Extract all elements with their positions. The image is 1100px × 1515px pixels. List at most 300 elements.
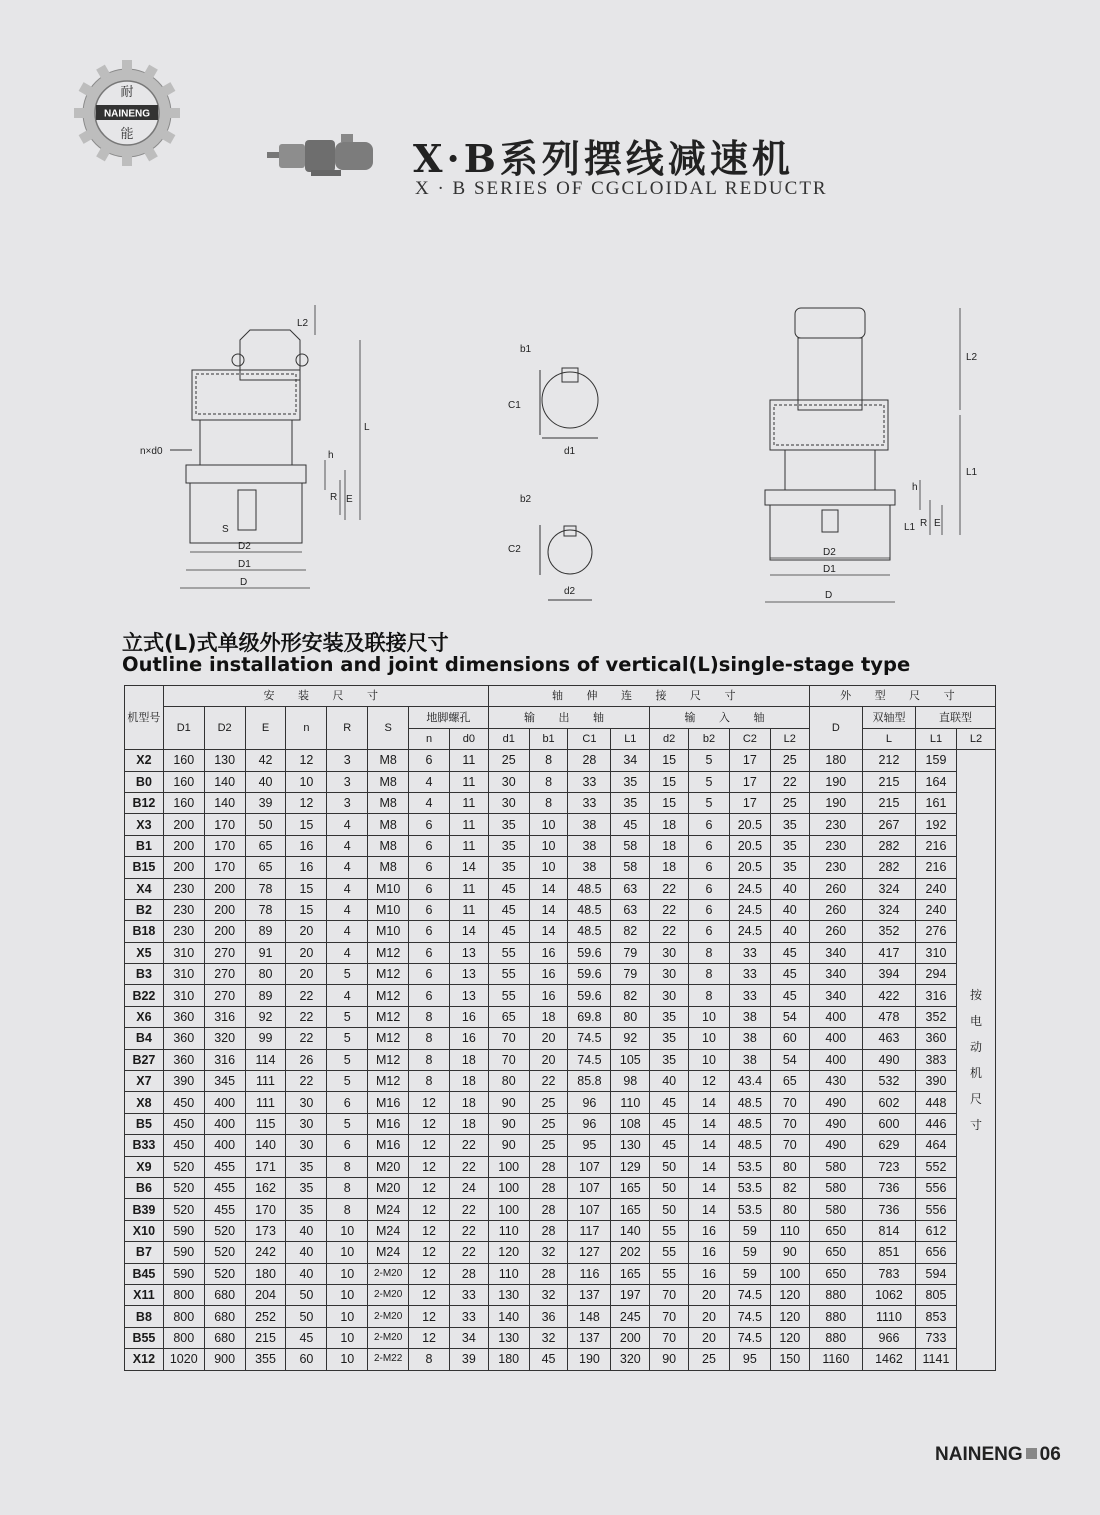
table-cell: M8 [368,750,409,771]
col-E: E [245,707,286,750]
table-cell: 6 [689,835,730,856]
table-cell: 10 [327,1284,368,1305]
table-cell: 65 [488,1006,529,1027]
table-cell: 33 [568,792,611,813]
table-cell: 10 [529,814,568,835]
table-cell: 89 [245,985,286,1006]
table-cell: 89 [245,921,286,942]
svg-text:D2: D2 [823,547,836,558]
table-cell: 14 [689,1177,730,1198]
table-cell: 127 [568,1242,611,1263]
section-title-english: Outline installation and joint dimensions of vertical(L)single-stage type [122,653,911,676]
table-cell: 215 [862,792,915,813]
table-cell: 200 [163,814,204,835]
table-cell: 400 [204,1113,245,1134]
table-cell: 340 [809,985,862,1006]
model-cell: B33 [125,1135,164,1156]
table-cell: 1110 [862,1306,915,1327]
col-d2: d2 [650,728,689,749]
table-row [125,1199,996,1220]
table-cell: 35 [488,814,529,835]
svg-text:D2: D2 [238,541,251,552]
col-n: n [286,707,327,750]
table-cell: 120 [770,1284,809,1305]
table-cell: 4 [327,814,368,835]
table-cell: 170 [204,814,245,835]
model-cell: B6 [125,1177,164,1198]
table-cell: 580 [809,1156,862,1177]
table-cell: 33 [449,1284,488,1305]
title-chinese: X·B系列摆线减速机 [413,136,794,181]
table-cell: 40 [286,1263,327,1284]
table-cell: 74.5 [729,1327,770,1348]
table-cell: 170 [204,857,245,878]
col-d1: d1 [488,728,529,749]
header-output-shaft: 输 出 轴 [488,707,649,728]
table-cell: 11 [449,878,488,899]
dimension-table [124,685,996,1371]
table-cell: 10 [327,1306,368,1327]
table-cell: 8 [327,1177,368,1198]
table-cell: 282 [862,835,915,856]
table-cell: 59 [729,1263,770,1284]
table-cell: 966 [862,1327,915,1348]
table-cell: 14 [529,921,568,942]
table-cell: 12 [286,750,327,771]
table-cell: 4 [327,942,368,963]
table-cell: 115 [245,1113,286,1134]
table-cell: 28 [529,1156,568,1177]
table-cell: 116 [568,1263,611,1284]
table-cell: 8 [689,964,730,985]
table-cell: 34 [611,750,650,771]
table-cell: 50 [245,814,286,835]
table-cell: 5 [327,1049,368,1070]
col-S: S [368,707,409,750]
table-cell: 70 [650,1306,689,1327]
table-cell: 450 [163,1113,204,1134]
col-L2-in: L2 [770,728,809,749]
table-cell: 853 [916,1306,957,1327]
table-cell: 55 [488,985,529,1006]
table-cell: 12 [409,1306,450,1327]
table-cell: 216 [916,835,957,856]
table-cell: 10 [689,1049,730,1070]
table-cell: 6 [689,878,730,899]
table-cell: 520 [163,1177,204,1198]
table-cell: 20.5 [729,835,770,856]
table-cell: 162 [245,1177,286,1198]
table-cell: 430 [809,1071,862,1092]
model-cell: B7 [125,1242,164,1263]
table-cell: 5 [327,964,368,985]
table-cell: 390 [916,1071,957,1092]
table-cell: 20 [286,964,327,985]
table-cell: 25 [529,1135,568,1156]
table-cell: 33 [568,771,611,792]
table-cell: 78 [245,899,286,920]
table-cell: 14 [449,857,488,878]
table-cell: 10 [286,771,327,792]
svg-text:d1: d1 [564,446,576,457]
table-cell: 15 [286,878,327,899]
table-cell: 200 [204,878,245,899]
table-cell: 92 [245,1006,286,1027]
table-cell: 13 [449,985,488,1006]
table-cell: 140 [245,1135,286,1156]
table-cell: 230 [809,857,862,878]
table-cell: 70 [770,1092,809,1113]
table-cell: 490 [809,1092,862,1113]
table-cell: 82 [611,921,650,942]
header-direct: 直联型 [916,707,996,728]
table-cell: 35 [650,1006,689,1027]
table-row [125,1306,996,1327]
table-cell: 25 [689,1349,730,1370]
table-cell: 400 [204,1092,245,1113]
table-cell: 30 [286,1113,327,1134]
table-cell: 28 [529,1263,568,1284]
table-cell: 17 [729,750,770,771]
table-cell: 6 [409,985,450,1006]
table-cell: 12 [409,1199,450,1220]
table-cell: 16 [689,1220,730,1241]
table-cell: 446 [916,1113,957,1134]
table-cell: 6 [409,835,450,856]
table-cell: 100 [488,1177,529,1198]
table-cell: 215 [862,771,915,792]
table-cell: 11 [449,750,488,771]
table-cell: 400 [809,1049,862,1070]
table-cell: 478 [862,1006,915,1027]
table-cell: 69.8 [568,1006,611,1027]
table-cell: 48.5 [729,1092,770,1113]
table-cell: 38 [729,1049,770,1070]
left-reducer-drawing [170,330,308,543]
table-row [125,964,996,985]
table-cell: 53.5 [729,1156,770,1177]
table-cell: 20 [529,1049,568,1070]
model-cell: X12 [125,1349,164,1370]
table-cell: 450 [163,1092,204,1113]
table-cell: 59.6 [568,942,611,963]
table-cell: 12 [409,1092,450,1113]
table-cell: 22 [650,878,689,899]
table-cell: M10 [368,878,409,899]
svg-text:D: D [825,590,833,601]
table-cell: 45 [488,921,529,942]
table-cell: 463 [862,1028,915,1049]
table-cell: 15 [650,750,689,771]
table-cell: 783 [862,1263,915,1284]
table-cell: 35 [286,1177,327,1198]
table-cell: 78 [245,878,286,899]
table-cell: 736 [862,1177,915,1198]
table-cell: 900 [204,1349,245,1370]
table-cell: 8 [409,1006,450,1027]
table-cell: 3 [327,792,368,813]
table-row [125,1071,996,1092]
table-cell: 880 [809,1284,862,1305]
table-cell: 38 [729,1028,770,1049]
table-cell: 8 [529,750,568,771]
table-cell: 490 [809,1113,862,1134]
table-cell: 800 [163,1327,204,1348]
table-cell: 70 [770,1113,809,1134]
table-cell: 814 [862,1220,915,1241]
svg-text:D1: D1 [823,564,836,575]
table-cell: 45 [286,1327,327,1348]
page-number: 06 [1039,1444,1061,1465]
table-cell: 10 [689,1006,730,1027]
left-dimension-lines [180,305,360,588]
left-labels [140,318,370,588]
table-cell: 70 [650,1327,689,1348]
table-cell: 24.5 [729,878,770,899]
table-cell: 16 [689,1242,730,1263]
table-cell: 180 [488,1349,529,1370]
table-cell: 36 [529,1306,568,1327]
table-cell: 212 [862,750,915,771]
table-cell: 22 [449,1135,488,1156]
table-cell: 180 [809,750,862,771]
table-cell: 30 [286,1092,327,1113]
header-foot-holes: 地脚螺孔 [409,707,489,728]
table-cell: M8 [368,857,409,878]
table-row [125,814,996,835]
table-cell: 63 [611,878,650,899]
svg-text:n×d0: n×d0 [140,446,163,457]
col-b1: b1 [529,728,568,749]
table-cell: 10 [327,1242,368,1263]
table-cell: 594 [916,1263,957,1284]
table-cell: M24 [368,1199,409,1220]
table-cell: 360 [916,1028,957,1049]
table-cell: 18 [449,1113,488,1134]
table-cell: 173 [245,1220,286,1241]
col-L2: L2 [956,728,995,749]
table-cell: 107 [568,1199,611,1220]
svg-text:L1: L1 [904,522,916,533]
table-cell: 117 [568,1220,611,1241]
table-cell: 160 [163,771,204,792]
table-cell: 35 [611,771,650,792]
col-D1: D1 [163,707,204,750]
model-cell: X3 [125,814,164,835]
table-cell: 260 [809,899,862,920]
table-cell: 880 [809,1306,862,1327]
table-cell: 422 [862,985,915,1006]
footer-separator [1026,1448,1037,1459]
table-cell: 24 [449,1177,488,1198]
table-cell: 45 [529,1349,568,1370]
table-cell: 590 [163,1220,204,1241]
table-cell: 54 [770,1006,809,1027]
table-cell: 110 [488,1263,529,1284]
table-cell: 270 [204,942,245,963]
table-cell: 2-M20 [368,1306,409,1327]
table-cell: 6 [689,857,730,878]
table-cell: 267 [862,814,915,835]
table-cell: 45 [488,878,529,899]
table-cell: 10 [529,857,568,878]
table-cell: 39 [245,792,286,813]
table-row [125,750,996,771]
table-cell: 107 [568,1177,611,1198]
table-cell: 30 [286,1135,327,1156]
table-cell: 22 [449,1199,488,1220]
table-cell: 20 [689,1306,730,1327]
table-cell: 164 [916,771,957,792]
table-cell: 48.5 [568,921,611,942]
table-cell: 14 [689,1156,730,1177]
table-cell: M16 [368,1092,409,1113]
col-D: D [809,707,862,750]
table-cell: 53.5 [729,1177,770,1198]
table-cell: 40 [770,899,809,920]
table-cell: 282 [862,857,915,878]
table-cell: 192 [916,814,957,835]
table-cell: 18 [449,1071,488,1092]
table-cell: 345 [204,1071,245,1092]
table-cell: 28 [529,1220,568,1241]
table-cell: 43.4 [729,1071,770,1092]
table-row [125,899,996,920]
table-cell: 190 [809,792,862,813]
table-cell: M12 [368,1028,409,1049]
table-cell: 3 [327,750,368,771]
table-cell: 50 [286,1306,327,1327]
table-cell: 190 [809,771,862,792]
table-cell: M20 [368,1177,409,1198]
table-cell: 55 [488,942,529,963]
model-cell: X6 [125,1006,164,1027]
model-cell: X8 [125,1092,164,1113]
table-row [125,1092,996,1113]
table-cell: 14 [689,1092,730,1113]
svg-text:L2: L2 [966,352,978,363]
table-cell: 1062 [862,1284,915,1305]
table-cell: 520 [163,1199,204,1220]
table-cell: 65 [770,1071,809,1092]
table-cell: 140 [204,792,245,813]
table-cell: 70 [650,1284,689,1305]
model-cell: B8 [125,1306,164,1327]
table-cell: 18 [449,1049,488,1070]
table-cell: 455 [204,1177,245,1198]
table-cell: 70 [488,1049,529,1070]
table-cell: 59 [729,1242,770,1263]
shaft-section-output [540,368,598,438]
table-cell: 680 [204,1327,245,1348]
table-cell: 5 [689,771,730,792]
table-cell: 58 [611,835,650,856]
table-cell: 30 [650,942,689,963]
table-cell: 140 [204,771,245,792]
table-cell: 12 [409,1156,450,1177]
table-cell: M10 [368,921,409,942]
svg-text:b2: b2 [520,494,532,505]
table-row [125,942,996,963]
page-footer [935,1444,1061,1466]
table-row [125,1242,996,1263]
table-cell: 12 [409,1177,450,1198]
table-cell: 450 [163,1135,204,1156]
svg-text:L: L [364,422,370,433]
svg-text:R: R [920,518,928,529]
table-cell: 120 [770,1306,809,1327]
table-cell: 216 [916,857,957,878]
table-cell: 35 [650,1028,689,1049]
table-cell: 165 [611,1177,650,1198]
table-cell: 276 [916,921,957,942]
table-cell: 16 [449,1006,488,1027]
table-cell: 8 [529,792,568,813]
table-cell: 20.5 [729,814,770,835]
table-cell: 130 [204,750,245,771]
table-cell: 10 [529,835,568,856]
table-cell: 270 [204,964,245,985]
table-cell: 10 [327,1349,368,1370]
table-cell: 50 [650,1199,689,1220]
table-cell: 99 [245,1028,286,1049]
table-cell: 120 [488,1242,529,1263]
table-cell: 5 [689,792,730,813]
table-cell: 1020 [163,1349,204,1370]
table-cell: 92 [611,1028,650,1049]
table-cell: 1160 [809,1349,862,1370]
table-row [125,1220,996,1241]
table-cell: 22 [770,771,809,792]
model-cell: X4 [125,878,164,899]
table-cell: 612 [916,1220,957,1241]
table-cell: 40 [650,1071,689,1092]
table-cell: 12 [409,1242,450,1263]
table-cell: 680 [204,1284,245,1305]
table-cell: 22 [529,1071,568,1092]
table-cell: 171 [245,1156,286,1177]
table-cell: 79 [611,942,650,963]
table-cell: 63 [611,899,650,920]
logo-brand: NAINENG [103,108,151,120]
table-cell: 74.5 [568,1049,611,1070]
table-cell: 35 [286,1199,327,1220]
table-cell: 242 [245,1242,286,1263]
table-cell: M10 [368,899,409,920]
table-cell: 383 [916,1049,957,1070]
table-cell: 22 [286,1006,327,1027]
table-cell: 60 [770,1028,809,1049]
table-cell: 240 [916,899,957,920]
table-cell: 28 [529,1177,568,1198]
table-cell: 129 [611,1156,650,1177]
table-cell: M12 [368,1049,409,1070]
model-cell: X2 [125,750,164,771]
table-cell: 5 [327,1113,368,1134]
table-cell: 114 [245,1049,286,1070]
table-cell: 35 [770,857,809,878]
note-cell [956,750,995,1370]
table-cell: 580 [809,1199,862,1220]
table-cell: 14 [689,1199,730,1220]
table-cell: 82 [770,1177,809,1198]
table-cell: 851 [862,1242,915,1263]
table-cell: 11 [449,899,488,920]
table-cell: 22 [449,1220,488,1241]
table-cell: 45 [650,1135,689,1156]
svg-text:L2: L2 [297,318,309,329]
model-cell: B22 [125,985,164,1006]
